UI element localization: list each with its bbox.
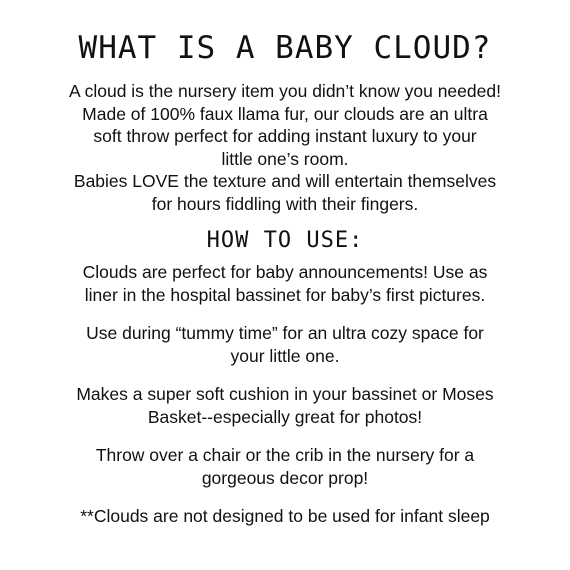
use-line: Use during “tummy time” for an ultra cozy space for <box>86 323 484 343</box>
use-paragraph-announcements <box>0 261 570 306</box>
use-line: gorgeous decor prop! <box>201 467 369 488</box>
use-line: your little one. <box>230 345 340 366</box>
use-line: Basket--especially great for photos! <box>147 406 423 427</box>
intro-line: Babies LOVE the texture and will entertain themselves <box>73 171 497 191</box>
use-paragraph-cushion <box>0 383 570 428</box>
intro-paragraph <box>0 80 570 215</box>
use-paragraph-tummy-time <box>0 322 570 367</box>
safety-disclaimer: **Clouds are not designed to be used for infant sleep <box>80 506 490 526</box>
intro-line: A cloud is the nursery item you didn’t know you needed! <box>69 81 501 101</box>
use-paragraph-decor <box>0 444 570 489</box>
intro-line: little one’s room. <box>221 148 349 169</box>
use-line: Makes a super soft cushion in your bassinet or Moses <box>76 384 494 404</box>
how-to-use-heading: HOW TO USE: <box>206 228 364 253</box>
use-line: Clouds are perfect for baby announcements! Use as <box>82 262 488 282</box>
intro-line: Made of 100% faux llama fur, our clouds are an ultra <box>82 103 488 124</box>
page-title: WHAT IS A BABY CLOUD? <box>78 30 492 66</box>
intro-line: for hours fiddling with their fingers. <box>151 193 419 214</box>
use-line: Throw over a chair or the crib in the nursery for a <box>95 445 475 465</box>
intro-line: soft throw perfect for adding instant luxury to your <box>93 126 477 146</box>
use-line: liner in the hospital bassinet for baby’s first pictures. <box>84 284 486 305</box>
